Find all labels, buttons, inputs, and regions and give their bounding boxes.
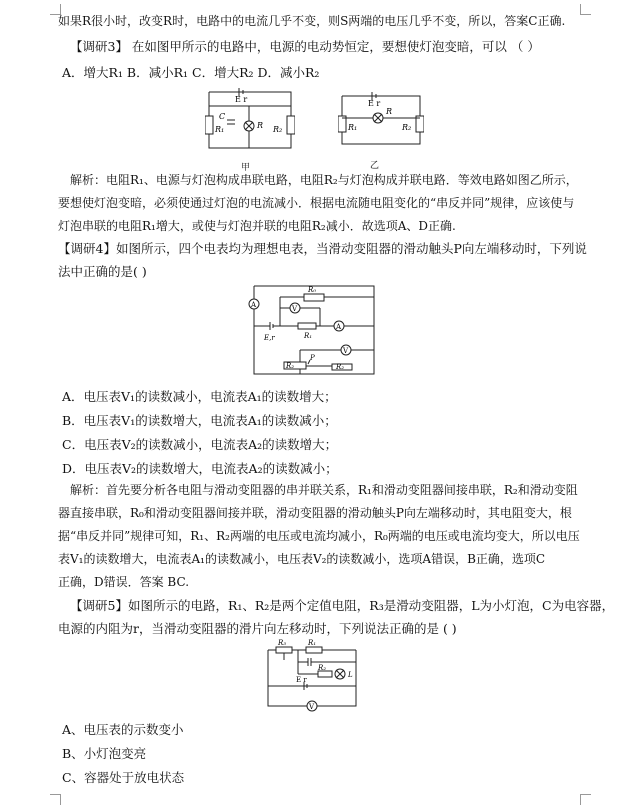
label-r: R xyxy=(386,107,393,116)
question-3-options: A．增大R₁ B．减小R₁ C．增大R₂ D．减小R₂ xyxy=(62,65,320,80)
question-4-option-b: B．电压表V₁的读数增大，电流表A₁的读数减小； xyxy=(62,413,337,428)
circuit-figure-4 xyxy=(240,280,380,380)
circuit-figure-jia xyxy=(205,80,295,160)
analysis-3-line: 解析：电阻R₁、电源与灯泡构成串联电路，电阻R₂与灯泡构成并联电路．等效电路如图乙所示， xyxy=(70,173,578,187)
label-er: E r xyxy=(296,676,307,684)
meter-a1: A xyxy=(251,301,257,309)
label-c: C xyxy=(219,112,226,121)
question-4-option-c: C．电压表V₂的读数减小，电流表A₂的读数增大； xyxy=(62,437,338,452)
text-line: 如果R很小时，改变R时，电路中的电流几乎不变，则S两端的电压几乎不变，所以，答案C正确. xyxy=(58,14,566,28)
label-rheostat: R₂ xyxy=(286,362,295,370)
figure-caption-jia: 甲 xyxy=(241,163,251,173)
crop-mark xyxy=(50,794,61,805)
question-3-title: 【调研3】 在如图甲所示的电路中，电源的电动势恒定，要想使灯泡变暗，可以 （ ） xyxy=(70,39,540,54)
question-5-option-b: B、小灯泡变亮 xyxy=(62,746,147,761)
meter-a2: A xyxy=(336,323,342,331)
question-4-option-a: A．电压表V₁的读数减小，电流表A₁的读数增大； xyxy=(62,389,337,404)
label-r1: R₁ xyxy=(304,332,313,340)
question-5-option-c: C、容器处于放电状态 xyxy=(62,770,185,785)
question-5-title: 【调研5】如图所示的电路，R₁、R₂是两个定值电阻，R₃是滑动变阻器，L为小灯泡，C为电容器， xyxy=(70,598,615,613)
question-4-title: 【调研4】如图所示，四个电表均为理想电表，当滑动变阻器的滑动触头P向左端移动时，下列说 xyxy=(58,241,587,256)
label-r3: R₃ xyxy=(278,639,287,647)
label-er: E,r xyxy=(264,334,275,342)
label-r1: R₁ xyxy=(215,125,225,134)
label-r2: R₂ xyxy=(318,664,327,672)
label-ev: E r xyxy=(235,95,248,104)
crop-mark xyxy=(580,4,591,15)
analysis-3-line: 灯泡串联的电阻R₁增大，或使与灯泡并联的电阻R₂减小．故选项A、D正确. xyxy=(58,219,456,233)
question-4-title-cont: 法中正确的是( ) xyxy=(58,264,147,279)
circuit-figure-yi xyxy=(338,84,424,154)
analysis-4-line: 器直接串联，R₀和滑动变阻器间接并联，滑动变阻器的滑动触头P向左端移动时，其电阻变大，根 xyxy=(58,506,572,520)
label-l: L xyxy=(348,671,353,679)
question-5-option-a: A、电压表的示数变小 xyxy=(62,722,184,737)
analysis-3-line: 要想使灯泡变暗，必须使通过灯泡的电流减小．根据电流随电阻变化的“串反并同”规律，应该使与 xyxy=(58,196,575,210)
analysis-4-line: 正确，D错误．答案 BC. xyxy=(58,575,190,589)
circuit-figure-5 xyxy=(262,636,362,714)
label-r2: R₂ xyxy=(336,363,345,371)
figure-caption-yi: 乙 xyxy=(370,161,380,171)
label-r1: R₁ xyxy=(308,639,317,647)
label-r: R xyxy=(257,121,264,130)
label-r1: R₁ xyxy=(348,123,358,132)
crop-mark xyxy=(580,794,591,805)
label-r2: R₂ xyxy=(402,123,412,132)
question-4-option-d: D．电压表V₂的读数增大，电流表A₂的读数减小； xyxy=(62,461,338,476)
analysis-4-line: 据“串反并同”规律可知，R₁、R₂两端的电压或电流均减小，R₀两端的电压或电流均变大，所以电压 xyxy=(58,529,580,543)
label-ev: E r xyxy=(368,99,381,108)
meter-v2: V xyxy=(343,347,349,355)
analysis-4-line: 表V₁的读数增大，电流表A₁的读数减小，电压表V₂的读数减小，选项A错误，B正确，选项C xyxy=(58,552,546,566)
label-r0: R₀ xyxy=(308,286,317,294)
label-r2: R₂ xyxy=(273,125,283,134)
meter-v1: V xyxy=(292,305,298,313)
analysis-4-line: 解析：首先要分析各电阻与滑动变阻器的串并联关系，R₁和滑动变阻器间接串联，R₂和滑动变阻 xyxy=(70,483,578,497)
question-5-title-cont: 电源的内阻为r，当滑动变阻器的滑片向左移动时，下列说法正确的是 ( ) xyxy=(58,621,457,636)
meter-v: V xyxy=(309,703,315,711)
label-p: P xyxy=(310,354,315,362)
